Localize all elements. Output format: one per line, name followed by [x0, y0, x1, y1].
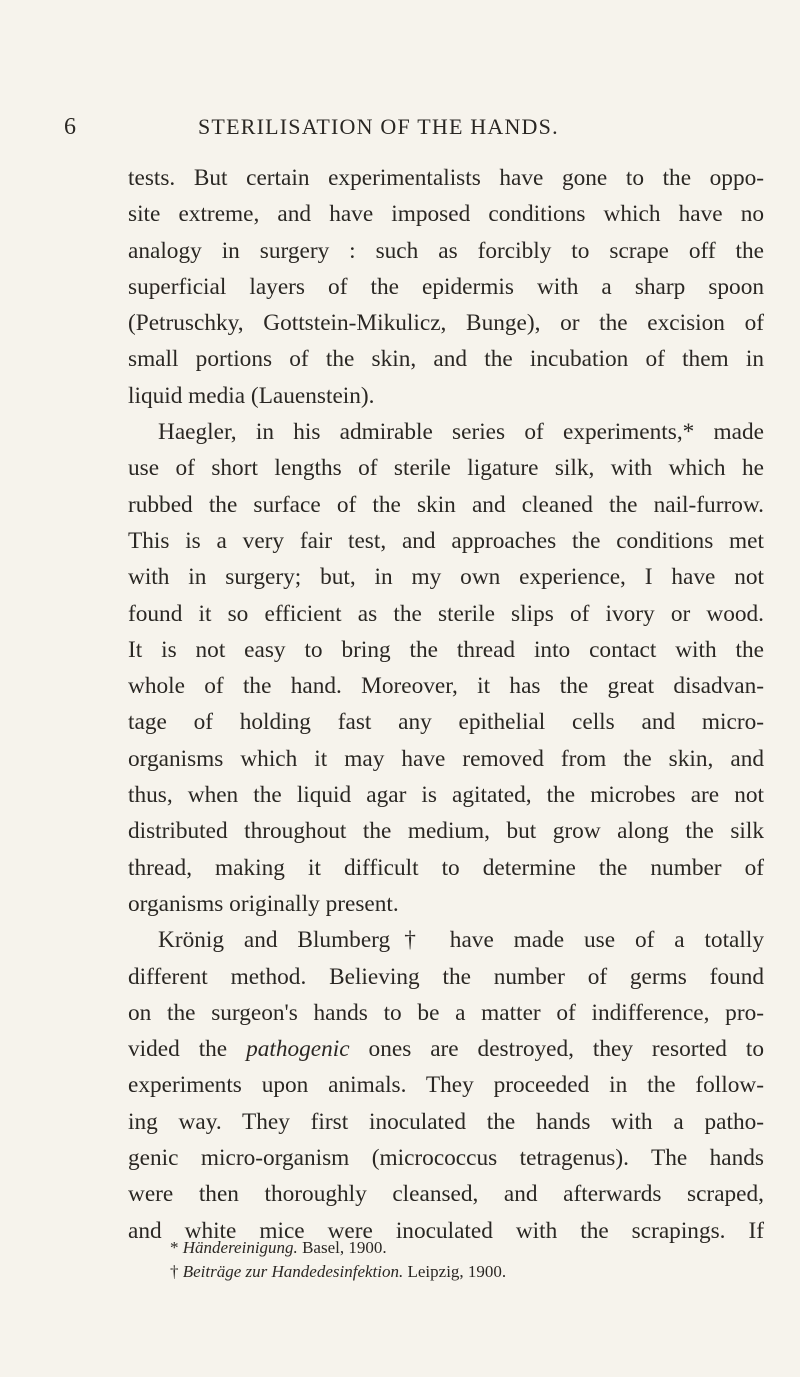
text-line: on the surgeon's hands to be a matter of indifference, pro- [128, 999, 764, 1026]
footnote-text: Basel, 1900. [297, 1238, 387, 1257]
text-line: different method. Believing the number of germs found [128, 963, 764, 990]
paragraph-start: Haegler, in his admirable series of experiments,* made [158, 419, 764, 446]
text-line: found it so efficient as the sterile slips of ivory or wood. [128, 600, 764, 627]
text-line: ing way. They first inoculated the hands with a patho- [128, 1108, 764, 1135]
text-line: organisms originally present. [128, 890, 399, 917]
text-line: analogy in surgery : such as forcibly to scrape off the [128, 237, 764, 264]
text-line: rubbed the surface of the skin and cleaned the nail-furrow. [128, 491, 764, 518]
footnote-mark: * [170, 1238, 179, 1257]
text-line: small portions of the skin, and the incubation of them in [128, 346, 764, 373]
text-line: genic micro-organism (micrococcus tetragenus). The hands [128, 1145, 764, 1172]
text-line: tests. But certain experimentalists have gone to the oppo- [128, 165, 764, 191]
page-header [0, 114, 800, 144]
text-line: (Petruschky, Gottstein-Mikulicz, Bunge), or the excision of [128, 310, 764, 337]
footnote-title: Händereinigung. [182, 1238, 298, 1257]
body-text [128, 160, 764, 1249]
text-segment: vided the [128, 1036, 247, 1063]
text-line: superficial layers of the epidermis with a sharp spoon [128, 273, 764, 300]
footnote [170, 1260, 730, 1284]
text-line: with in surgery; but, in my own experience, I have not [128, 564, 764, 591]
italic-term: pathogenic [246, 1036, 350, 1063]
text-line: thus, when the liquid agar is agitated, the microbes are not [128, 782, 764, 809]
text-line: organisms which it may have removed from the skin, and [128, 745, 764, 772]
footnote-title: Beiträge zur Handedesinfektion. [182, 1262, 404, 1281]
text-line: were then thoroughly cleansed, and afterwards scraped, [128, 1181, 764, 1208]
text-line: distributed throughout the medium, but grow along the silk [128, 818, 764, 845]
text-line: thread, making it difficult to determine the number of [128, 854, 764, 881]
footnotes [170, 1236, 730, 1284]
footnote-text: Leipzig, 1900. [403, 1262, 507, 1281]
text-line: site extreme, and have imposed conditions which have no [128, 201, 764, 228]
page-number: 6 [64, 114, 77, 140]
text-line: and white mice were inoculated with the scrapings. If [128, 1217, 764, 1244]
footnote-mark: † [170, 1262, 179, 1281]
text-line: liquid media (Lauenstein). [128, 382, 375, 409]
text-line: experiments upon animals. They proceeded in the follow- [128, 1072, 764, 1099]
footnote [170, 1236, 730, 1260]
text-line: tage of holding fast any epithelial cells and micro- [128, 709, 764, 736]
text-segment: ones are destroyed, they resorted to [349, 1036, 765, 1063]
text-line: use of short lengths of sterile ligature silk, with which he [128, 455, 764, 482]
text-line: whole of the hand. Moreover, it has the great disadvan- [128, 673, 764, 700]
paragraph-start: Krönig and Blumberg† have made use of a totally [158, 927, 764, 954]
running-head: STERILISATION OF THE HANDS. [198, 114, 559, 139]
text-line: This is a very fair test, and approaches the conditions met [128, 527, 764, 554]
text-line-mixed [128, 1031, 764, 1067]
text-line: It is not easy to bring the thread into contact with the [128, 636, 764, 663]
